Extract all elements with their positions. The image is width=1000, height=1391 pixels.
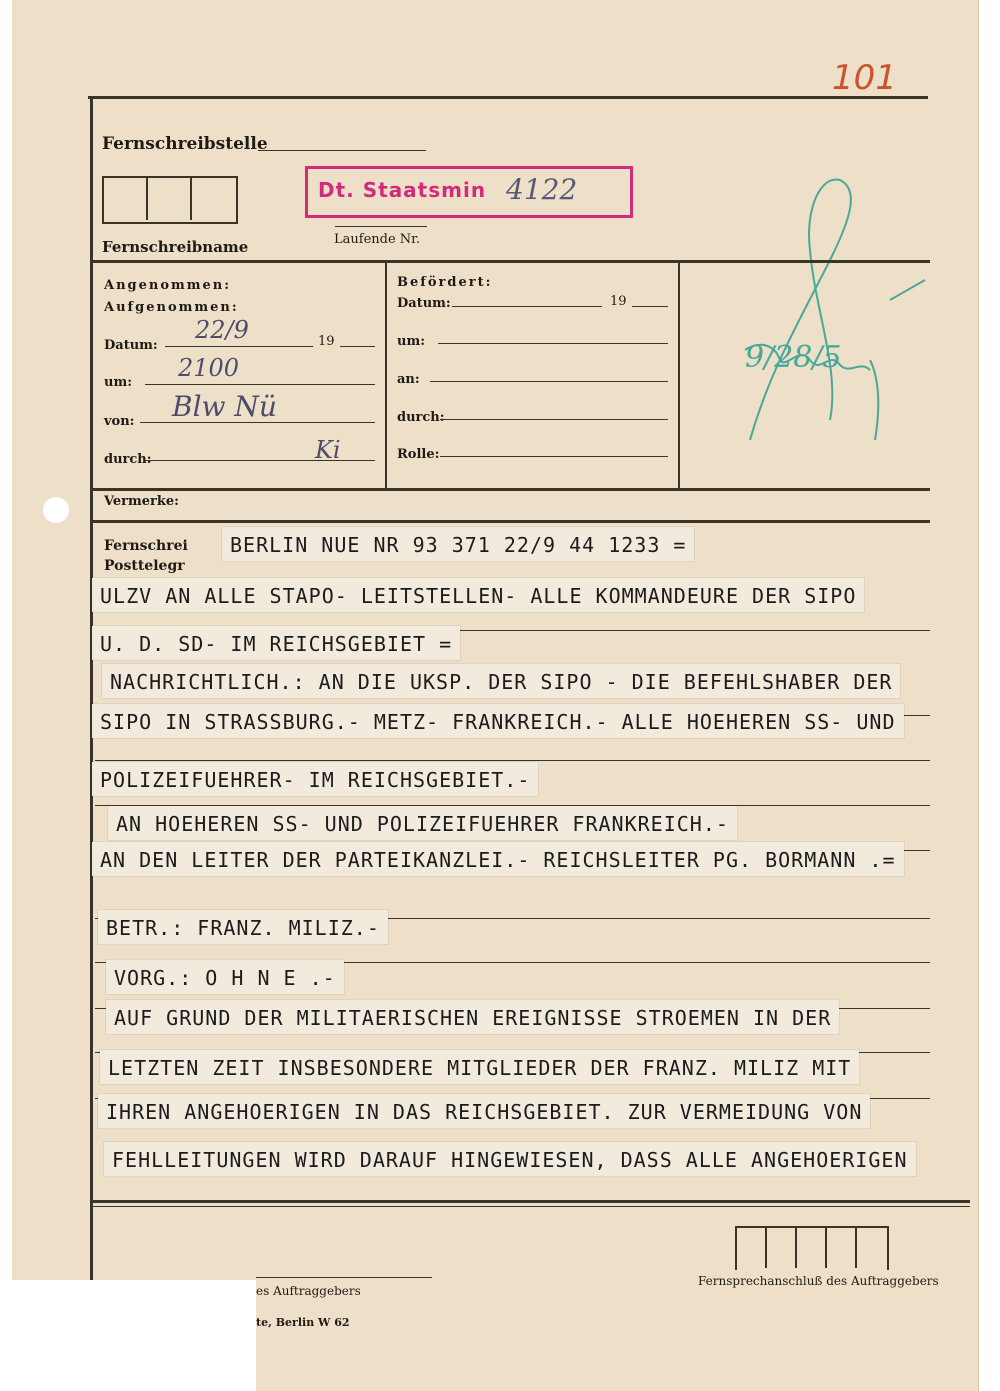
telex-line: LETZTEN ZEIT INSBESONDERE MITGLIEDER DER FRANZ. MILIZ MIT xyxy=(100,1050,859,1084)
received-year-line xyxy=(340,346,375,347)
received-um-label: um: xyxy=(104,375,133,390)
stamp-number: 4122 xyxy=(506,173,578,206)
auftraggeber-left-label: es Auftraggebers xyxy=(256,1284,361,1298)
received-year-prefix: 19 xyxy=(318,334,335,349)
forwarded-durch-label: durch: xyxy=(397,410,445,425)
telex-line: SIPO IN STRASSBURG.- METZ- FRANKREICH.- ALLE HOEHEREN SS- UND xyxy=(92,704,904,738)
box-divider xyxy=(385,262,387,490)
phone-box-divider xyxy=(825,1228,827,1268)
fernschreibstelle-line xyxy=(258,150,426,151)
fernschrei-label: Fernschrei xyxy=(104,538,188,554)
name-box-divider xyxy=(146,178,148,220)
phone-box-divider xyxy=(795,1228,797,1268)
received-durch-label: durch: xyxy=(104,452,152,467)
vermerke-label: Vermerke: xyxy=(104,494,179,509)
forwarded-datum-label: Datum: xyxy=(397,296,451,311)
name-boxes xyxy=(102,176,238,224)
laufende-nr-label: Laufende Nr. xyxy=(334,232,421,247)
forwarded-durch-line xyxy=(440,419,668,420)
telex-line: POLIZEIFUEHRER- IM REICHSGEBIET.- xyxy=(92,762,538,796)
forwarded-year-line xyxy=(632,306,668,307)
received-datum-label: Datum: xyxy=(104,338,158,353)
received-durch-line xyxy=(145,460,375,461)
form-top-border xyxy=(88,96,928,99)
received-datum-value: 22/9 xyxy=(195,316,249,344)
telex-line: VORG.: O H N E .- xyxy=(106,960,344,994)
signature-text: 9/28/5 xyxy=(745,340,842,375)
received-von-label: von: xyxy=(104,414,135,429)
page-number-annotation: 101 xyxy=(832,58,897,98)
telex-line: AN HOEHEREN SS- UND POLIZEIFUEHRER FRANKREICH.- xyxy=(108,806,737,840)
footer-top-border-thin xyxy=(90,1206,970,1207)
printer-label: te, Berlin W 62 xyxy=(256,1316,350,1329)
forwarded-datum-line xyxy=(452,306,602,307)
received-datum-line xyxy=(165,346,313,347)
forwarded-um-line xyxy=(438,343,668,344)
footer-top-border xyxy=(90,1200,970,1203)
received-um-value: 2100 xyxy=(178,354,240,382)
fernschreibname-label: Fernschreibname xyxy=(102,238,249,256)
telex-line: FEHLLEITUNGEN WIRD DARAUF HINGEWIESEN, DASS ALLE ANGEHOERIGEN xyxy=(104,1142,916,1176)
forwarded-rolle-line xyxy=(440,456,668,457)
box-bottom-border xyxy=(90,488,930,491)
received-durch-value: Ki xyxy=(315,436,341,464)
ministry-stamp xyxy=(305,166,633,218)
fernsprechanschluss-label: Fernsprechanschluß des Auftraggebers xyxy=(698,1274,939,1288)
forwarded-rolle-label: Rolle: xyxy=(397,447,440,462)
stamp-text: Dt. Staatsmin xyxy=(318,178,487,202)
box-divider xyxy=(678,262,680,490)
telex-line: AN DEN LEITER DER PARTEIKANZLEI.- REICHSLEITER PG. BORMANN .= xyxy=(92,842,904,876)
forwarded-an-line xyxy=(430,381,668,382)
angenommen-label: Angenommen: xyxy=(104,278,232,293)
telex-line: BETR.: FRANZ. MILIZ.- xyxy=(98,910,388,944)
forwarded-an-label: an: xyxy=(397,372,420,387)
blank-patch xyxy=(0,1280,256,1391)
ruled-line xyxy=(95,760,930,761)
posttelegr-label: Posttelegr xyxy=(104,558,185,574)
auftraggeber-line xyxy=(256,1277,432,1278)
telex-line: ULZV AN ALLE STAPO- LEITSTELLEN- ALLE KOMMANDEURE DER SIPO xyxy=(92,578,864,612)
received-um-line xyxy=(145,384,375,385)
box-top-border xyxy=(90,260,930,263)
fernschreibstelle-label: Fernschreibstelle xyxy=(102,134,268,154)
telex-line: BERLIN NUE NR 93 371 22/9 44 1233 = xyxy=(222,527,694,561)
forwarded-year-prefix: 19 xyxy=(610,294,627,309)
received-von-line xyxy=(140,422,375,423)
telex-line: AUF GRUND DER MILITAERISCHEN EREIGNISSE STROEMEN IN DER xyxy=(106,1000,839,1034)
telex-line: IHREN ANGEHOERIGEN IN DAS REICHSGEBIET. ZUR VERMEIDUNG VON xyxy=(98,1094,870,1128)
form-left-border xyxy=(90,96,93,1286)
phone-box-divider xyxy=(855,1228,857,1268)
befoerdert-label: Befördert: xyxy=(397,275,493,290)
telex-line: U. D. SD- IM REICHSGEBIET = xyxy=(92,626,460,660)
phone-box-divider xyxy=(765,1228,767,1268)
vermerke-bottom-border xyxy=(90,520,930,523)
aufgenommen-label: Aufgenommen: xyxy=(104,300,239,315)
received-von-value: Blw Nü xyxy=(172,390,277,423)
name-box-divider xyxy=(190,178,192,220)
telex-line: NACHRICHTLICH.: AN DIE UKSP. DER SIPO - DIE BEFEHLSHABER DER xyxy=(102,664,900,698)
punch-hole xyxy=(43,497,69,523)
laufende-nr-line xyxy=(335,226,427,227)
handwritten-signature xyxy=(730,170,930,450)
forwarded-um-label: um: xyxy=(397,334,426,349)
phone-number-boxes xyxy=(735,1226,889,1270)
